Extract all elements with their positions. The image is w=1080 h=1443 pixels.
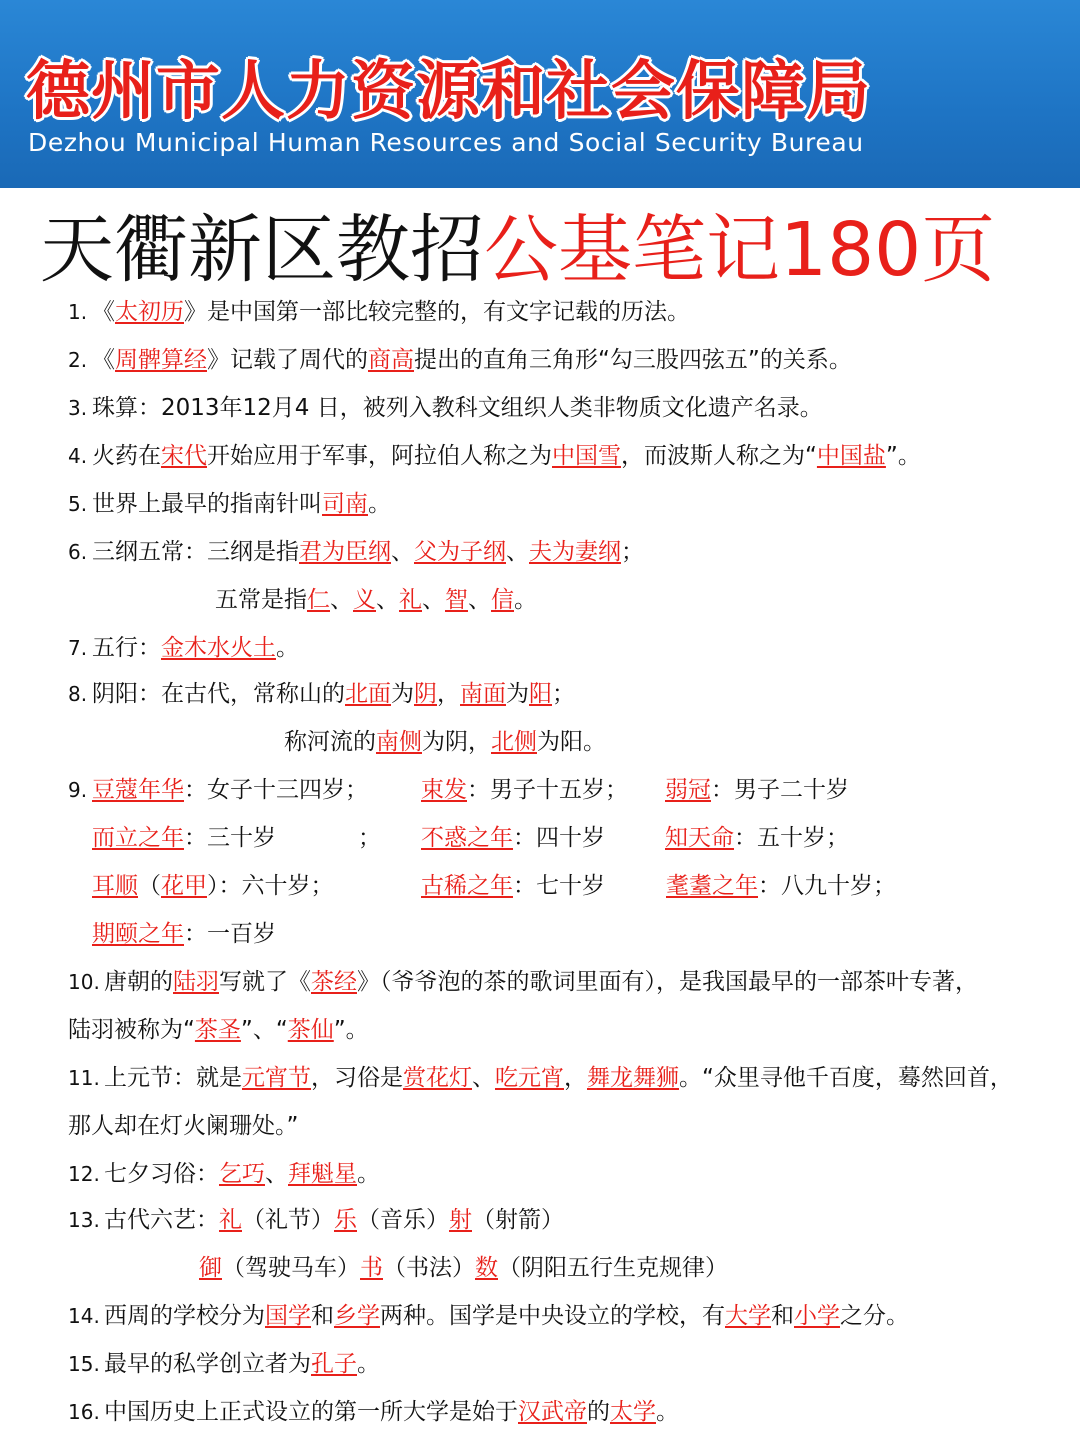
note-item-13 [0,1203,1080,1239]
item-number: 7. [68,636,88,660]
note-item-16 [0,1395,1080,1431]
note-text: 唐朝的陆羽写就了《茶经》（爷爷泡的茶的歌词里面有），是我国最早的一部茶叶专著， [104,969,978,995]
item-number: 11. [68,1066,100,1090]
keyword: 北面 [345,681,391,707]
item-number: 3. [68,396,88,420]
keyword: 君为臣纲 [299,539,391,565]
note-text: 上元节：就是元宵节，习俗是赏花灯、吃元宵，舞龙舞狮。“众里寻他千百度，蓦然回首， [104,1065,1013,1091]
note-item-2 [0,343,1080,379]
keyword: 阳 [529,681,552,707]
item-number: 14. [68,1304,100,1328]
note-text: 《太初历》是中国第一部比较完整的，有文字记载的历法。 [92,299,690,325]
note-item-4 [0,439,1080,475]
note-text: 世界上最早的指南针叫司南。 [92,491,391,517]
age-term: 耄耋之年：八九十岁； [666,873,896,899]
note-item-9-row-2 [0,821,1080,857]
keyword: 乞巧 [219,1161,265,1187]
note-text: 阴阳：在古代，常称山的北面为阴，南面为阳； [92,681,575,707]
keyword: 吃元宵 [495,1065,564,1091]
item-number: 2. [68,348,88,372]
keyword: 耄耋之年 [666,873,758,899]
keyword: 夫为妻纲 [529,539,621,565]
keyword: 宋代 [161,443,207,469]
keyword: 智 [445,587,468,613]
age-term: 而立之年：三十岁 [92,825,276,851]
age-term: 知天命：五十岁； [665,825,849,851]
note-item-12 [0,1157,1080,1193]
age-term: 耳顺（花甲）：六十岁； [92,873,334,899]
item-number: 1. [68,300,88,324]
keyword: 而立之年 [92,825,184,851]
note-item-8 [0,677,1080,713]
page-headline [40,202,995,298]
item-number: 8. [68,682,88,706]
keyword: 大学 [725,1303,771,1329]
keyword: 司南 [322,491,368,517]
keyword: 茶圣 [194,1017,241,1043]
note-text: 《周髀算经》记载了周代的商高提出的直角三角形“勾三股四弦五”的关系。 [92,347,852,373]
keyword: 太初历 [115,299,184,325]
keyword: 小学 [794,1303,840,1329]
note-item-6-continued [0,583,1080,619]
keyword: 赏花灯 [403,1065,472,1091]
note-text: 中国历史上正式设立的第一所大学是始于汉武帝的太学。 [104,1399,679,1425]
note-text: 陆羽被称为“茶圣”、“茶仙”。 [68,1017,369,1043]
note-item-13-continued [0,1251,1080,1287]
note-item-7 [0,631,1080,667]
item-number: 6. [68,540,88,564]
note-text: 三纲五常：三纲是指君为臣纲、父为子纲、夫为妻纲； [92,539,644,565]
note-item-11 [0,1061,1080,1097]
keyword: 义 [353,587,376,613]
keyword: 陆羽 [173,969,219,995]
keyword: 御 [199,1255,222,1281]
note-item-10 [0,965,1080,1001]
keyword: 乡学 [334,1303,380,1329]
keyword: 射 [449,1207,472,1233]
item-number: 10. [68,970,100,994]
keyword: 信 [491,587,514,613]
note-text: 火药在宋代开始应用于军事，阿拉伯人称之为中国雪，而波斯人称之为“中国盐”。 [92,443,921,469]
keyword: 周髀算经 [115,347,207,373]
keyword: 商高 [368,347,414,373]
note-item-1 [0,295,1080,331]
note-item-6 [0,535,1080,571]
age-term: 束发：男子十五岁； [421,777,628,803]
keyword: 豆蔻年华 [92,777,184,803]
age-term: 古稀之年：七十岁 [421,873,605,899]
note-item-3 [0,391,1080,427]
keyword: 不惑之年 [421,825,513,851]
keyword: 父为子纲 [414,539,506,565]
note-text: 古代六艺：礼（礼节）乐（音乐）射（射箭） [104,1207,564,1233]
keyword: 元宵节 [242,1065,311,1091]
bureau-title-chinese: 德州市人力资源和社会保障局 [26,55,871,129]
item-number: 12. [68,1162,100,1186]
header-banner [0,0,1080,188]
keyword: 阴 [414,681,437,707]
age-term: 弱冠：男子二十岁 [665,777,849,803]
note-item-9-row-3 [0,869,1080,905]
age-term: 期颐之年：一百岁 [92,921,276,947]
keyword: 束发 [421,777,467,803]
keyword: 舞龙舞狮 [587,1065,679,1091]
separator: ； [358,825,381,851]
note-text: 称河流的南侧为阴，北侧为阳。 [284,729,606,755]
item-number: 5. [68,492,88,516]
note-text: 五常是指仁、义、礼、智、信。 [215,587,537,613]
age-term: 豆蔻年华：女子十三四岁； [92,777,368,803]
keyword: 茶仙 [287,1017,334,1043]
keyword: 花甲 [161,873,207,899]
item-number: 16. [68,1400,100,1424]
note-text: 那人却在灯火阑珊处。” [68,1113,299,1139]
keyword: 礼 [399,587,422,613]
item-number: 13. [68,1208,100,1232]
note-text: 珠算：2013年12月4 日，被列入教科文组织人类非物质文化遗产名录。 [92,395,823,421]
age-term: 不惑之年：四十岁 [421,825,605,851]
keyword: 金木水火土 [161,635,276,661]
keyword: 南面 [460,681,506,707]
note-item-14 [0,1299,1080,1335]
keyword: 中国雪 [552,443,621,469]
keyword: 礼 [219,1207,242,1233]
keyword: 期颐之年 [92,921,184,947]
note-text: 七夕习俗：乞巧、拜魁星。 [104,1161,380,1187]
keyword: 茶经 [311,969,357,995]
keyword: 南侧 [376,729,422,755]
item-number: 4. [68,444,88,468]
keyword: 仁 [307,587,330,613]
note-item-15 [0,1347,1080,1383]
keyword: 拜魁星 [288,1161,357,1187]
keyword: 数 [475,1255,498,1281]
keyword: 汉武帝 [518,1399,587,1425]
item-number: 9. [68,778,88,802]
keyword: 北侧 [491,729,537,755]
keyword: 太学 [610,1399,656,1425]
note-item-5 [0,487,1080,523]
note-item-9-row-4 [0,917,1080,953]
keyword: 古稀之年 [421,873,513,899]
keyword: 耳顺 [92,873,138,899]
note-text: 御（驾驶马车）书（书法）数（阴阳五行生克规律） [199,1255,728,1281]
keyword: 书 [360,1255,383,1281]
keyword: 国学 [265,1303,311,1329]
note-item-8-continued [0,725,1080,761]
headline-red-text: 公基笔记180页 [484,207,996,293]
keyword: 弱冠 [665,777,711,803]
note-text: 西周的学校分为国学和乡学两种。国学是中央设立的学校，有大学和小学之分。 [104,1303,909,1329]
keyword: 知天命 [665,825,734,851]
keyword: 孔子 [311,1351,357,1377]
item-number: 15. [68,1352,100,1376]
keyword: 乐 [334,1207,357,1233]
bureau-title-english: Dezhou Municipal Human Resources and Social Security Bureau [28,128,864,157]
note-item-9-row-1 [0,773,1080,809]
note-item-10-continued [0,1013,1080,1049]
note-item-11-continued [0,1109,1080,1145]
keyword: 中国盐 [816,443,886,469]
note-text: 五行：金木水火土。 [92,635,299,661]
headline-black-text: 天衢新区教招 [40,207,484,293]
note-text: 最早的私学创立者为孔子。 [104,1351,380,1377]
